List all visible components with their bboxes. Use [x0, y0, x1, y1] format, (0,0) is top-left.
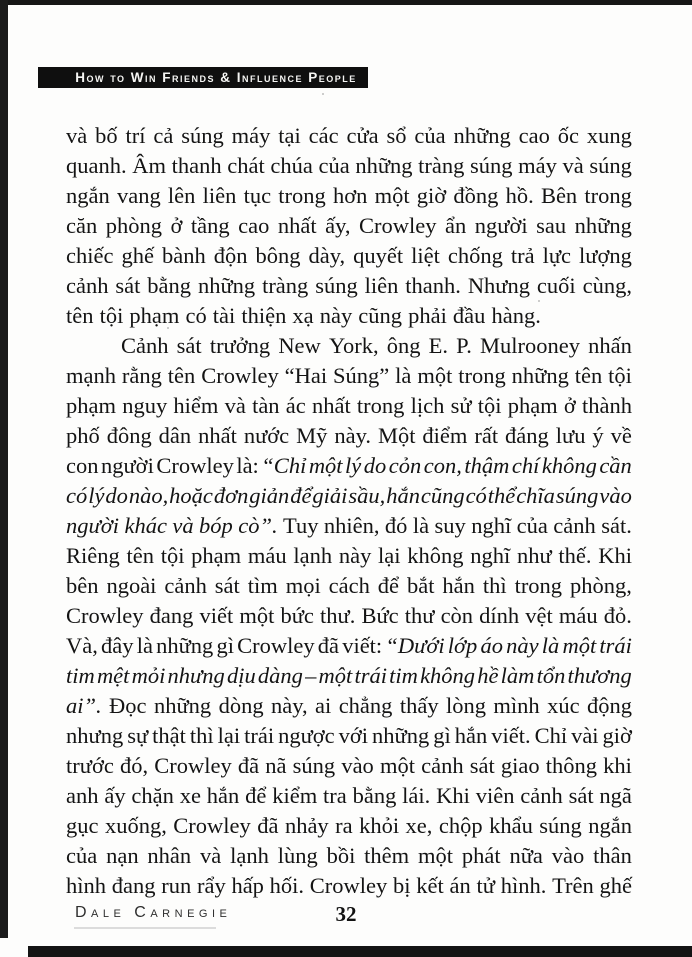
text-line: Riêng tên tội phạm máu lạnh này lại không nghĩ như thế. Khi [66, 543, 632, 568]
text-line: gục xuống, Crowley đã nhảy ra khỏi xe, chộp khẩu súng ngắn [66, 813, 632, 838]
text-line: căn phòng ở tầng cao nhất ấy, Crowley ẩn người sau những [66, 213, 632, 238]
text-line: Và, đây là những gì Crowley đã viết: “Dưới lớp áo này là một trái [66, 633, 632, 658]
text-line: và bố trí cả súng máy tại các cửa sổ của những cao ốc xung [66, 123, 632, 148]
scan-speck [322, 93, 324, 95]
text-line: hình đang run rẩy hấp hối. Crowley bị kết án tử hình. Trên ghế [66, 873, 632, 898]
text-line: có lý do nào, hoặc đơn giản để giải sầu, hắn cũng có thể chĩa súng vào [66, 483, 632, 508]
scan-edge-bottom [28, 946, 692, 957]
text-line: nhưng sự thật thì lại trái ngược với những gì hắn viết. Chỉ vài giờ [66, 723, 632, 748]
text-line: mạnh rằng tên Crowley “Hai Súng” là một trong những tên tội [66, 363, 632, 388]
text-line: của nạn nhân và lạnh lùng bồi thêm một phát nữa vào thân [66, 843, 632, 868]
paragraph [66, 333, 632, 903]
text-line: Cảnh sát trưởng New York, ông E. P. Mulrooney nhấn [121, 333, 632, 358]
text-line: người khác và bóp cò”. Tuy nhiên, đó là suy nghĩ của cảnh sát. [66, 513, 632, 538]
text-line: trước đó, Crowley đã nã súng vào một cảnh sát giao thông khi [66, 753, 632, 778]
text-line: tên tội phạm có tài thiện xạ này cũng phải đầu hàng. [66, 303, 541, 328]
text-line: con người Crowley là: “Chỉ một lý do cỏn con, thậm chí không cần [66, 453, 632, 478]
text-line: phố đông dân nhất nước Mỹ này. Một điểm rất đáng lưu ý về [66, 423, 632, 448]
text-line: tim mệt mỏi nhưng dịu dàng – một trái tim không hề làm tổn thương [66, 663, 632, 688]
text-line: ngắn vang lên liên tục trong hơn một giờ đồng hồ. Bên trong [66, 183, 632, 208]
text-line: Crowley đang viết một bức thư. Bức thư còn dính vệt máu đỏ. [66, 603, 632, 628]
book-title: How to Win Friends & Influence People [75, 70, 357, 85]
text-line: anh ấy chặn xe hắn để kiểm tra bằng lái. Khi viên cảnh sát ngã [66, 783, 632, 808]
text-line: cảnh sát bằng những tràng súng liên thanh. Nhưng cuối cùng, [66, 273, 632, 298]
author-name: Dale Carnegie [75, 904, 232, 921]
text-line: bên ngoài cảnh sát tìm mọi cách để bắt hắn thì trong phòng, [66, 573, 632, 598]
text-line: ai”. Đọc những dòng này, ai chẳng thấy lòng mình xúc động [66, 693, 632, 718]
scan-smudge [74, 927, 216, 929]
text-line: phạm nguy hiểm và tàn ác nhất trong lịch sử tội phạm ở thành [66, 393, 632, 418]
paragraph [66, 123, 632, 333]
scan-edge-left [0, 0, 8, 938]
page-number: 32 [335, 902, 357, 926]
text-line: chiếc ghế bành độn bông dày, quyết liệt chống trả lực lượng [66, 243, 632, 268]
page-body-text [66, 123, 632, 903]
running-header [38, 67, 368, 88]
text-line: quanh. Âm thanh chát chúa của những tràng súng máy và súng [66, 153, 632, 178]
scan-edge-top [0, 0, 692, 5]
